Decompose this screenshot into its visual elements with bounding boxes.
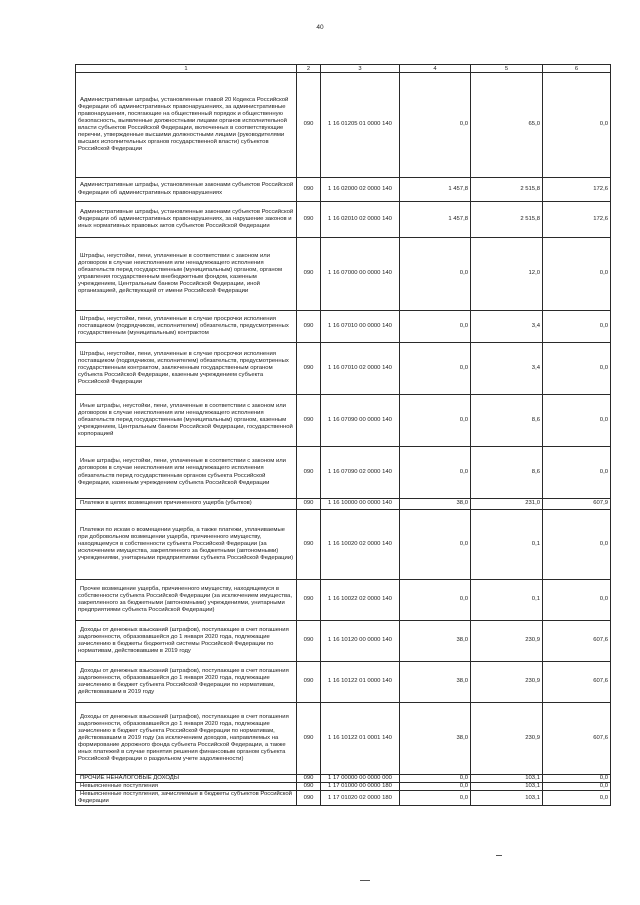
row-value-col5: 2 515,8 [471,202,543,238]
row-admin-code: 090 [297,447,321,499]
row-budget-code: 1 17 01020 02 0000 180 [321,791,400,806]
row-admin-code: 090 [297,662,321,703]
row-value-col6: 0,0 [543,510,611,580]
table-row [76,510,611,580]
row-name: Невыясненные поступления [76,783,297,791]
row-name: Административные штрафы, установленные главой 20 Кодекса Российской Федерации об административных правонарушениях, за административные правонарушения, посягающие на общественный порядок и общественную безопасность, выявленные должностными лицами органов исполнительной власти субъектов Российской Федерации, включенных в соответствующие перечни, утвержденные высшими должностными лицами (руководителями высших исполнительных органов государственной власти) субъектов Российской Федерации [76,73,297,178]
row-value-col5: 103,1 [471,775,543,783]
row-name: Административные штрафы, установленные законами субъектов Российской Федерации об административных правонарушениях, за нарушение законов и иных нормативных правовых актов субъектов Российской Федерации [76,202,297,238]
column-header: 3 [321,65,400,73]
row-admin-code: 090 [297,621,321,662]
column-header: 6 [543,65,611,73]
row-budget-code: 1 16 10022 02 0000 140 [321,580,400,621]
row-name: Платежи по искам о возмещении ущерба, а также платежи, уплачиваемые при добровольном возмещении ущерба, причиненного имуществу, находящемуся в собственности субъекта Российской Федерации (за исключением имущества, закрепленного за бюджетными (автономными) учреждениями, унитарными предприятиями субъекта Российской Федерации) [76,510,297,580]
row-name: Доходы от денежных взысканий (штрафов), поступающие в счет погашения задолженности, образовавшейся до 1 января 2020 года, подлежащие зачислению в бюджеты бюджетной системы Российской Федерации по нормативам, действовавшим в 2019 году [76,621,297,662]
page-number: 40 [316,24,324,31]
row-value-col5: 12,0 [471,238,543,311]
row-budget-code: 1 16 02000 02 0000 140 [321,178,400,202]
revenue-table [75,64,611,806]
row-name: Штрафы, неустойки, пени, уплаченные в случае просрочки исполнения поставщиком (подрядчиком, исполнителем) обязательств, предусмотренных государственным (муниципальным) контрактом [76,311,297,343]
table-row [76,447,611,499]
table-row [76,580,611,621]
row-value-col6: 172,6 [543,178,611,202]
row-admin-code: 090 [297,238,321,311]
row-budget-code: 1 16 10020 02 0000 140 [321,510,400,580]
row-admin-code: 090 [297,395,321,447]
row-value-col4: 0,0 [400,791,471,806]
row-budget-code: 1 16 10000 00 0000 140 [321,499,400,510]
row-value-col5: 8,6 [471,395,543,447]
row-name: Иные штрафы, неустойки, пени, уплаченные в соответствии с законом или договором в случае неисполнения или ненадлежащего исполнения обязательств перед государственным органом субъекта Российской Федерации, казенным учреждением субъекта Российской Федерации [76,447,297,499]
row-value-col4: 0,0 [400,238,471,311]
column-header: 5 [471,65,543,73]
row-value-col6: 0,0 [543,343,611,395]
row-value-col6: 0,0 [543,791,611,806]
row-value-col5: 0,1 [471,580,543,621]
row-value-col4: 38,0 [400,703,471,775]
column-header: 2 [297,65,321,73]
row-value-col6: 607,6 [543,662,611,703]
row-budget-code: 1 16 10122 01 0001 140 [321,703,400,775]
table-row [76,395,611,447]
row-admin-code: 090 [297,580,321,621]
row-budget-code: 1 16 01205 01 0000 140 [321,73,400,178]
row-name: Штрафы, неустойки, пени, уплаченные в соответствии с законом или договором в случае неисполнения или ненадлежащего исполнения обязательств перед государственным (муниципальным) органом, органом управления государственным внебюджетным фондом, казенным учреждением, Центральным банком Российской Федерации, иной организацией, действующей от имени Российской Федерации [76,238,297,311]
row-value-col5: 3,4 [471,343,543,395]
row-value-col6: 607,6 [543,703,611,775]
table-row [76,783,611,791]
row-value-col6: 172,6 [543,202,611,238]
row-budget-code: 1 16 07090 02 0000 140 [321,447,400,499]
table-row [76,202,611,238]
row-name: Доходы от денежных взысканий (штрафов), поступающие в счет погашения задолженности, образовавшейся до 1 января 2020 года, подлежащие зачислению в бюджет субъекта Российской Федерации по нормативам, действовавшим в 2019 году [76,662,297,703]
row-value-col5: 230,9 [471,703,543,775]
row-value-col5: 231,0 [471,499,543,510]
row-admin-code: 090 [297,510,321,580]
scan-mark [360,880,370,881]
row-budget-code: 1 17 01000 00 0000 180 [321,783,400,791]
row-name: Иные штрафы, неустойки, пени, уплаченные в соответствии с законом или договором в случае неисполнения или ненадлежащего исполнения обязательств перед государственным (муниципальным) органом, казенным учреждением, Центральным банком Российской Федерации, государственной корпорацией [76,395,297,447]
row-value-col4: 38,0 [400,621,471,662]
table-row [76,621,611,662]
row-budget-code: 1 16 02010 02 0000 140 [321,202,400,238]
row-value-col4: 0,0 [400,447,471,499]
column-header: 1 [76,65,297,73]
row-value-col5: 3,4 [471,311,543,343]
row-value-col5: 2 515,8 [471,178,543,202]
row-value-col4: 38,0 [400,662,471,703]
scan-mark [496,855,502,856]
row-value-col4: 0,0 [400,395,471,447]
row-admin-code: 090 [297,783,321,791]
row-value-col6: 0,0 [543,73,611,178]
row-value-col6: 0,0 [543,238,611,311]
table-row [76,775,611,783]
row-value-col6: 607,9 [543,499,611,510]
row-budget-code: 1 17 00000 00 0000 000 [321,775,400,783]
row-admin-code: 090 [297,499,321,510]
row-name: Платежи в целях возмещения причиненного ущерба (убытков) [76,499,297,510]
row-name: Невыясненные поступления, зачисляемые в бюджеты субъектов Российской Федерации [76,791,297,806]
row-admin-code: 090 [297,178,321,202]
row-value-col4: 0,0 [400,510,471,580]
row-admin-code: 090 [297,311,321,343]
row-name: Прочее возмещение ущерба, причиненного имуществу, находящемуся в собственности субъекта Российской Федерации (за исключением имущества, закрепленного за бюджетными (автономными) учреждениями, унитарными предприятиями субъекта Российской Федерации) [76,580,297,621]
row-admin-code: 090 [297,775,321,783]
row-name: Штрафы, неустойки, пени, уплаченные в случае просрочки исполнения поставщиком (подрядчиком, исполнителем) обязательств, предусмотренных государственным контрактом, заключенным государственным органом субъекта Российской Федерации, казенным учреждением субъекта Российской Федерации [76,343,297,395]
row-value-col4: 0,0 [400,775,471,783]
table-row [76,662,611,703]
row-value-col4: 0,0 [400,580,471,621]
row-value-col4: 0,0 [400,73,471,178]
row-admin-code: 090 [297,703,321,775]
row-admin-code: 090 [297,343,321,395]
row-value-col5: 103,1 [471,783,543,791]
row-value-col4: 0,0 [400,311,471,343]
row-value-col4: 0,0 [400,783,471,791]
row-value-col6: 0,0 [543,580,611,621]
row-admin-code: 090 [297,73,321,178]
row-value-col6: 0,0 [543,783,611,791]
row-budget-code: 1 16 07090 00 0000 140 [321,395,400,447]
row-budget-code: 1 16 07010 00 0000 140 [321,311,400,343]
row-budget-code: 1 16 07010 02 0000 140 [321,343,400,395]
row-value-col4: 1 457,8 [400,202,471,238]
row-value-col6: 0,0 [543,447,611,499]
row-value-col5: 103,1 [471,791,543,806]
row-value-col6: 0,0 [543,395,611,447]
table-row [76,73,611,178]
row-name: ПРОЧИЕ НЕНАЛОГОВЫЕ ДОХОДЫ [76,775,297,783]
row-value-col6: 0,0 [543,311,611,343]
row-value-col4: 1 457,8 [400,178,471,202]
table-row [76,703,611,775]
column-number-row [76,65,611,73]
row-budget-code: 1 16 10120 00 0000 140 [321,621,400,662]
row-value-col6: 0,0 [543,775,611,783]
row-name: Доходы от денежных взысканий (штрафов), поступающие в счет погашения задолженности, образовавшейся до 1 января 2020 года, подлежащие зачислению в бюджет субъекта Российской Федерации по нормативам, действовавшим в 2019 году (за исключением доходов, направляемых на формирование дорожного фонда субъекта Российской Федерации, а также иных платежей в случае принятия решения финансовым органом субъекта Российской Федерации о раздельном учете задолженности) [76,703,297,775]
row-value-col4: 0,0 [400,343,471,395]
table-row [76,311,611,343]
row-budget-code: 1 16 07000 00 0000 140 [321,238,400,311]
row-budget-code: 1 16 10122 01 0000 140 [321,662,400,703]
table-row [76,499,611,510]
row-admin-code: 090 [297,202,321,238]
row-admin-code: 090 [297,791,321,806]
table-row [76,343,611,395]
row-value-col5: 230,9 [471,621,543,662]
table-row [76,791,611,806]
column-header: 4 [400,65,471,73]
row-value-col5: 0,1 [471,510,543,580]
row-value-col5: 65,0 [471,73,543,178]
table-body [76,73,611,806]
row-value-col6: 607,6 [543,621,611,662]
table-row [76,238,611,311]
row-value-col5: 8,6 [471,447,543,499]
row-value-col5: 230,9 [471,662,543,703]
table-row [76,178,611,202]
row-value-col4: 38,0 [400,499,471,510]
row-name: Административные штрафы, установленные законами субъектов Российской Федерации об административных правонарушениях [76,178,297,202]
